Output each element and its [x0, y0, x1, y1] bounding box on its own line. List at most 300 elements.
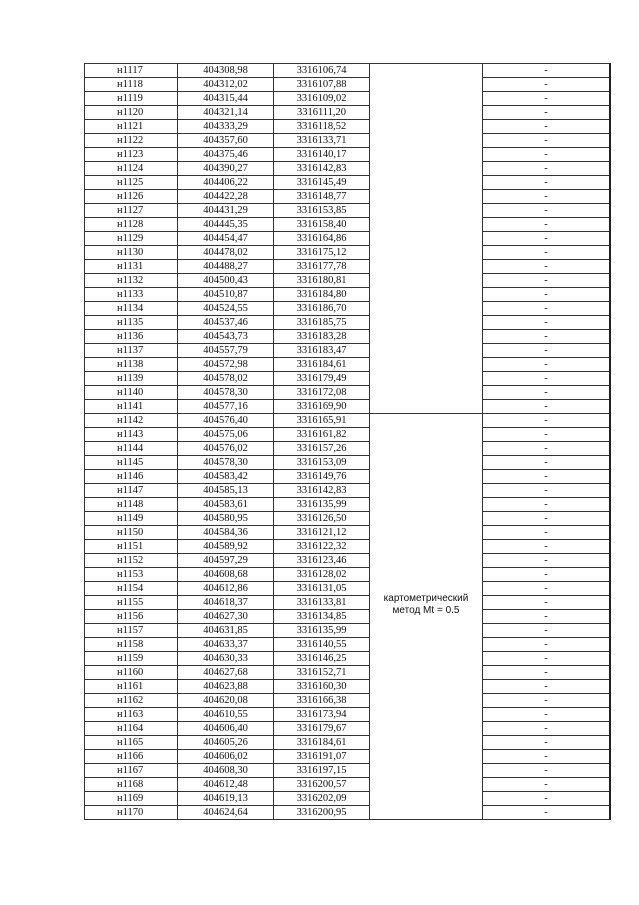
table-row: [85, 428, 611, 442]
coordinates-table-body: [85, 64, 611, 820]
y-coordinate-cell: 3316121,12: [274, 526, 370, 540]
method-cell: [370, 120, 483, 134]
x-coordinate-cell: 404454,47: [178, 232, 274, 246]
method-cell: [370, 274, 483, 288]
x-coordinate-cell: 404510,87: [178, 288, 274, 302]
table-row: [85, 120, 611, 134]
method-cell: [370, 806, 483, 820]
method-cell: [370, 554, 483, 568]
method-cell: [370, 694, 483, 708]
y-coordinate-cell: 3316191,07: [274, 750, 370, 764]
table-row: [85, 512, 611, 526]
note-cell: -: [483, 330, 611, 344]
point-id-cell: н1150: [85, 526, 178, 540]
table-row: [85, 484, 611, 498]
method-cell: [370, 176, 483, 190]
table-row: [85, 666, 611, 680]
y-coordinate-cell: 3316172,08: [274, 386, 370, 400]
y-coordinate-cell: 3316183,47: [274, 344, 370, 358]
note-cell: -: [483, 442, 611, 456]
x-coordinate-cell: 404608,68: [178, 568, 274, 582]
note-cell: -: [483, 764, 611, 778]
point-id-cell: н1168: [85, 778, 178, 792]
method-cell: [370, 778, 483, 792]
x-coordinate-cell: 404333,29: [178, 120, 274, 134]
y-coordinate-cell: 3316184,80: [274, 288, 370, 302]
method-cell: [370, 414, 483, 428]
y-coordinate-cell: 3316140,17: [274, 148, 370, 162]
y-coordinate-cell: 3316197,15: [274, 764, 370, 778]
point-id-cell: н1129: [85, 232, 178, 246]
method-cell: [370, 592, 483, 616]
x-coordinate-cell: 404618,37: [178, 596, 274, 610]
table-row: [85, 722, 611, 736]
note-cell: -: [483, 806, 611, 820]
y-coordinate-cell: 3316200,95: [274, 806, 370, 820]
note-cell: -: [483, 134, 611, 148]
note-cell: -: [483, 540, 611, 554]
point-id-cell: н1147: [85, 484, 178, 498]
table-row: [85, 148, 611, 162]
point-id-cell: н1126: [85, 190, 178, 204]
table-row: [85, 470, 611, 484]
x-coordinate-cell: 404619,13: [178, 792, 274, 806]
x-coordinate-cell: 404543,73: [178, 330, 274, 344]
x-coordinate-cell: 404597,29: [178, 554, 274, 568]
table-row: [85, 386, 611, 400]
x-coordinate-cell: 404612,48: [178, 778, 274, 792]
note-cell: -: [483, 358, 611, 372]
method-cell: [370, 540, 483, 554]
note-cell: -: [483, 400, 611, 414]
note-cell: -: [483, 204, 611, 218]
method-cell: [370, 526, 483, 540]
y-coordinate-cell: 3316131,05: [274, 582, 370, 596]
y-coordinate-cell: 3316126,50: [274, 512, 370, 526]
method-cell: [370, 400, 483, 414]
y-coordinate-cell: 3316135,99: [274, 624, 370, 638]
y-coordinate-cell: 3316109,02: [274, 92, 370, 106]
method-cell: [370, 134, 483, 148]
y-coordinate-cell: 3316146,25: [274, 652, 370, 666]
point-id-cell: н1148: [85, 498, 178, 512]
method-cell: [370, 64, 483, 78]
point-id-cell: н1130: [85, 246, 178, 260]
method-cell: [370, 652, 483, 666]
table-row: [85, 708, 611, 722]
method-cell: [370, 232, 483, 246]
table-row: [85, 414, 611, 428]
point-id-cell: н1145: [85, 456, 178, 470]
x-coordinate-cell: 404580,95: [178, 512, 274, 526]
point-id-cell: н1137: [85, 344, 178, 358]
x-coordinate-cell: 404589,92: [178, 540, 274, 554]
point-id-cell: н1170: [85, 806, 178, 820]
table-row: [85, 134, 611, 148]
point-id-cell: н1134: [85, 302, 178, 316]
method-label: картометрический: [383, 592, 469, 604]
table-row: [85, 78, 611, 92]
table-row: [85, 694, 611, 708]
point-id-cell: н1159: [85, 652, 178, 666]
note-cell: -: [483, 778, 611, 792]
point-id-cell: н1136: [85, 330, 178, 344]
note-cell: -: [483, 736, 611, 750]
x-coordinate-cell: 404584,36: [178, 526, 274, 540]
y-coordinate-cell: 3316153,85: [274, 204, 370, 218]
point-id-cell: н1152: [85, 554, 178, 568]
note-cell: -: [483, 316, 611, 330]
y-coordinate-cell: 3316179,67: [274, 722, 370, 736]
method-cell: [370, 162, 483, 176]
y-coordinate-cell: 3316202,09: [274, 792, 370, 806]
table-row: [85, 316, 611, 330]
note-cell: -: [483, 638, 611, 652]
table-row: [85, 344, 611, 358]
table-row: [85, 568, 611, 582]
y-coordinate-cell: 3316169,90: [274, 400, 370, 414]
method-cell: [370, 316, 483, 330]
note-cell: -: [483, 792, 611, 806]
x-coordinate-cell: 404606,40: [178, 722, 274, 736]
x-coordinate-cell: 404624,64: [178, 806, 274, 820]
note-cell: -: [483, 302, 611, 316]
y-coordinate-cell: 3316148,77: [274, 190, 370, 204]
y-coordinate-cell: 3316149,76: [274, 470, 370, 484]
x-coordinate-cell: 404576,40: [178, 414, 274, 428]
x-coordinate-cell: 404375,46: [178, 148, 274, 162]
method-cell: [370, 764, 483, 778]
table-row: [85, 498, 611, 512]
table-row: [85, 792, 611, 806]
table-row: [85, 106, 611, 120]
x-coordinate-cell: 404315,44: [178, 92, 274, 106]
y-coordinate-cell: 3316133,71: [274, 134, 370, 148]
point-id-cell: н1140: [85, 386, 178, 400]
method-cell: [370, 260, 483, 274]
point-id-cell: н1155: [85, 596, 178, 610]
table-row: [85, 330, 611, 344]
method-cell: [370, 568, 483, 582]
table-row: [85, 624, 611, 638]
table-row: [85, 736, 611, 750]
table-row: [85, 610, 611, 624]
y-coordinate-cell: 3316164,86: [274, 232, 370, 246]
x-coordinate-cell: 404577,16: [178, 400, 274, 414]
x-coordinate-cell: 404630,33: [178, 652, 274, 666]
note-cell: -: [483, 512, 611, 526]
table-row: [85, 442, 611, 456]
point-id-cell: н1165: [85, 736, 178, 750]
point-id-cell: н1146: [85, 470, 178, 484]
note-cell: -: [483, 652, 611, 666]
note-cell: -: [483, 624, 611, 638]
x-coordinate-cell: 404578,02: [178, 372, 274, 386]
x-coordinate-cell: 404633,37: [178, 638, 274, 652]
y-coordinate-cell: 3316173,94: [274, 708, 370, 722]
note-cell: -: [483, 694, 611, 708]
method-cell: [370, 302, 483, 316]
note-cell: -: [483, 64, 611, 78]
method-cell: [370, 372, 483, 386]
method-cell: [370, 708, 483, 722]
point-id-cell: н1123: [85, 148, 178, 162]
method-cell: [370, 498, 483, 512]
method-cell: [370, 78, 483, 92]
note-cell: -: [483, 414, 611, 428]
x-coordinate-cell: 404610,55: [178, 708, 274, 722]
point-id-cell: н1158: [85, 638, 178, 652]
x-coordinate-cell: 404585,13: [178, 484, 274, 498]
point-id-cell: н1153: [85, 568, 178, 582]
note-cell: -: [483, 498, 611, 512]
point-id-cell: н1135: [85, 316, 178, 330]
y-coordinate-cell: 3316186,70: [274, 302, 370, 316]
table-row: [85, 288, 611, 302]
point-id-cell: н1142: [85, 414, 178, 428]
note-cell: -: [483, 218, 611, 232]
point-id-cell: н1127: [85, 204, 178, 218]
x-coordinate-cell: 404500,43: [178, 274, 274, 288]
x-coordinate-cell: 404631,85: [178, 624, 274, 638]
method-cell: [370, 484, 483, 498]
y-coordinate-cell: 3316153,09: [274, 456, 370, 470]
table-row: [85, 218, 611, 232]
note-cell: -: [483, 120, 611, 134]
y-coordinate-cell: 3316133,81: [274, 596, 370, 610]
x-coordinate-cell: 404620,08: [178, 694, 274, 708]
y-coordinate-cell: 3316179,49: [274, 372, 370, 386]
note-cell: -: [483, 722, 611, 736]
point-id-cell: н1120: [85, 106, 178, 120]
point-id-cell: н1128: [85, 218, 178, 232]
point-id-cell: н1141: [85, 400, 178, 414]
table-row: [85, 680, 611, 694]
x-coordinate-cell: 404557,79: [178, 344, 274, 358]
x-coordinate-cell: 404308,98: [178, 64, 274, 78]
point-id-cell: н1161: [85, 680, 178, 694]
note-cell: -: [483, 610, 611, 624]
y-coordinate-cell: 3316158,40: [274, 218, 370, 232]
point-id-cell: н1169: [85, 792, 178, 806]
y-coordinate-cell: 3316118,52: [274, 120, 370, 134]
method-cell: [370, 750, 483, 764]
method-cell: [370, 386, 483, 400]
method-cell: [370, 442, 483, 456]
table-row: [85, 302, 611, 316]
method-cell: [370, 638, 483, 652]
table-row: [85, 64, 611, 78]
y-coordinate-cell: 3316157,26: [274, 442, 370, 456]
point-id-cell: н1131: [85, 260, 178, 274]
method-cell: [370, 680, 483, 694]
table-row: [85, 400, 611, 414]
point-id-cell: н1164: [85, 722, 178, 736]
x-coordinate-cell: 404422,28: [178, 190, 274, 204]
table-row: [85, 372, 611, 386]
note-cell: -: [483, 288, 611, 302]
table-row: [85, 358, 611, 372]
x-coordinate-cell: 404578,30: [178, 456, 274, 470]
y-coordinate-cell: 3316140,55: [274, 638, 370, 652]
y-coordinate-cell: 3316123,46: [274, 554, 370, 568]
method-cell: [370, 470, 483, 484]
y-coordinate-cell: 3316145,49: [274, 176, 370, 190]
point-id-cell: н1162: [85, 694, 178, 708]
table-row: [85, 554, 611, 568]
y-coordinate-cell: 3316175,12: [274, 246, 370, 260]
note-cell: -: [483, 568, 611, 582]
point-id-cell: н1121: [85, 120, 178, 134]
point-id-cell: н1117: [85, 64, 178, 78]
x-coordinate-cell: 404478,02: [178, 246, 274, 260]
y-coordinate-cell: 3316166,38: [274, 694, 370, 708]
point-id-cell: н1166: [85, 750, 178, 764]
x-coordinate-cell: 404608,30: [178, 764, 274, 778]
point-id-cell: н1124: [85, 162, 178, 176]
note-cell: -: [483, 582, 611, 596]
table-row: [85, 750, 611, 764]
method-cell: [370, 792, 483, 806]
method-cell: [370, 330, 483, 344]
table-row: [85, 232, 611, 246]
method-cell: [370, 666, 483, 680]
x-coordinate-cell: 404627,68: [178, 666, 274, 680]
note-cell: -: [483, 596, 611, 610]
note-cell: -: [483, 428, 611, 442]
y-coordinate-cell: 3316184,61: [274, 736, 370, 750]
note-cell: -: [483, 344, 611, 358]
note-cell: -: [483, 456, 611, 470]
point-id-cell: н1139: [85, 372, 178, 386]
point-id-cell: н1133: [85, 288, 178, 302]
x-coordinate-cell: 404583,42: [178, 470, 274, 484]
note-cell: -: [483, 78, 611, 92]
point-id-cell: н1149: [85, 512, 178, 526]
y-coordinate-cell: 3316135,99: [274, 498, 370, 512]
point-id-cell: н1122: [85, 134, 178, 148]
method-cell: [370, 148, 483, 162]
x-coordinate-cell: 404406,22: [178, 176, 274, 190]
method-cell: [370, 204, 483, 218]
table-row: [85, 526, 611, 540]
x-coordinate-cell: 404321,14: [178, 106, 274, 120]
note-cell: -: [483, 190, 611, 204]
note-cell: -: [483, 274, 611, 288]
table-row: [85, 582, 611, 596]
x-coordinate-cell: 404537,46: [178, 316, 274, 330]
table-row: [85, 806, 611, 820]
y-coordinate-cell: 3316177,78: [274, 260, 370, 274]
point-id-cell: н1154: [85, 582, 178, 596]
x-coordinate-cell: 404583,61: [178, 498, 274, 512]
table-row: [85, 204, 611, 218]
table-row: [85, 274, 611, 288]
note-cell: -: [483, 750, 611, 764]
method-cell: [370, 344, 483, 358]
y-coordinate-cell: 3316161,82: [274, 428, 370, 442]
table-row: [85, 778, 611, 792]
table-row: [85, 176, 611, 190]
method-cell: [370, 512, 483, 526]
note-cell: -: [483, 372, 611, 386]
note-cell: -: [483, 470, 611, 484]
point-id-cell: н1119: [85, 92, 178, 106]
table-row: [85, 456, 611, 470]
table-row: [85, 92, 611, 106]
method-cell: [370, 218, 483, 232]
y-coordinate-cell: 3316160,30: [274, 680, 370, 694]
y-coordinate-cell: 3316200,57: [274, 778, 370, 792]
y-coordinate-cell: 3316180,81: [274, 274, 370, 288]
y-coordinate-cell: 3316107,88: [274, 78, 370, 92]
point-id-cell: н1118: [85, 78, 178, 92]
note-cell: -: [483, 386, 611, 400]
table-row: [85, 190, 611, 204]
note-cell: -: [483, 176, 611, 190]
point-id-cell: н1125: [85, 176, 178, 190]
table-row: [85, 764, 611, 778]
x-coordinate-cell: 404623,88: [178, 680, 274, 694]
note-cell: -: [483, 148, 611, 162]
y-coordinate-cell: 3316106,74: [274, 64, 370, 78]
note-cell: -: [483, 106, 611, 120]
x-coordinate-cell: 404575,06: [178, 428, 274, 442]
point-id-cell: н1156: [85, 610, 178, 624]
table-row: [85, 540, 611, 554]
point-id-cell: н1167: [85, 764, 178, 778]
x-coordinate-cell: 404578,30: [178, 386, 274, 400]
x-coordinate-cell: 404627,30: [178, 610, 274, 624]
point-id-cell: н1163: [85, 708, 178, 722]
x-coordinate-cell: 404606,02: [178, 750, 274, 764]
method-cell: [370, 456, 483, 470]
table-row: [85, 596, 611, 610]
x-coordinate-cell: 404390,27: [178, 162, 274, 176]
y-coordinate-cell: 3316185,75: [274, 316, 370, 330]
point-id-cell: н1151: [85, 540, 178, 554]
note-cell: -: [483, 708, 611, 722]
note-cell: -: [483, 232, 611, 246]
x-coordinate-cell: 404576,02: [178, 442, 274, 456]
note-cell: -: [483, 162, 611, 176]
note-cell: -: [483, 554, 611, 568]
point-id-cell: н1144: [85, 442, 178, 456]
y-coordinate-cell: 3316111,20: [274, 106, 370, 120]
y-coordinate-cell: 3316152,71: [274, 666, 370, 680]
point-id-cell: н1132: [85, 274, 178, 288]
method-cell: [370, 722, 483, 736]
x-coordinate-cell: 404612,86: [178, 582, 274, 596]
coordinates-table: [84, 63, 611, 820]
x-coordinate-cell: 404524,55: [178, 302, 274, 316]
y-coordinate-cell: 3316184,61: [274, 358, 370, 372]
method-cell: [370, 428, 483, 442]
method-cell: [370, 358, 483, 372]
x-coordinate-cell: 404357,60: [178, 134, 274, 148]
method-cell: [370, 190, 483, 204]
x-coordinate-cell: 404605,26: [178, 736, 274, 750]
table-row: [85, 162, 611, 176]
table-row: [85, 638, 611, 652]
method-accuracy: метод Mt = 0.5: [392, 604, 460, 616]
y-coordinate-cell: 3316183,28: [274, 330, 370, 344]
table-row: [85, 260, 611, 274]
point-id-cell: н1138: [85, 358, 178, 372]
note-cell: -: [483, 666, 611, 680]
x-coordinate-cell: 404312,02: [178, 78, 274, 92]
y-coordinate-cell: 3316128,02: [274, 568, 370, 582]
